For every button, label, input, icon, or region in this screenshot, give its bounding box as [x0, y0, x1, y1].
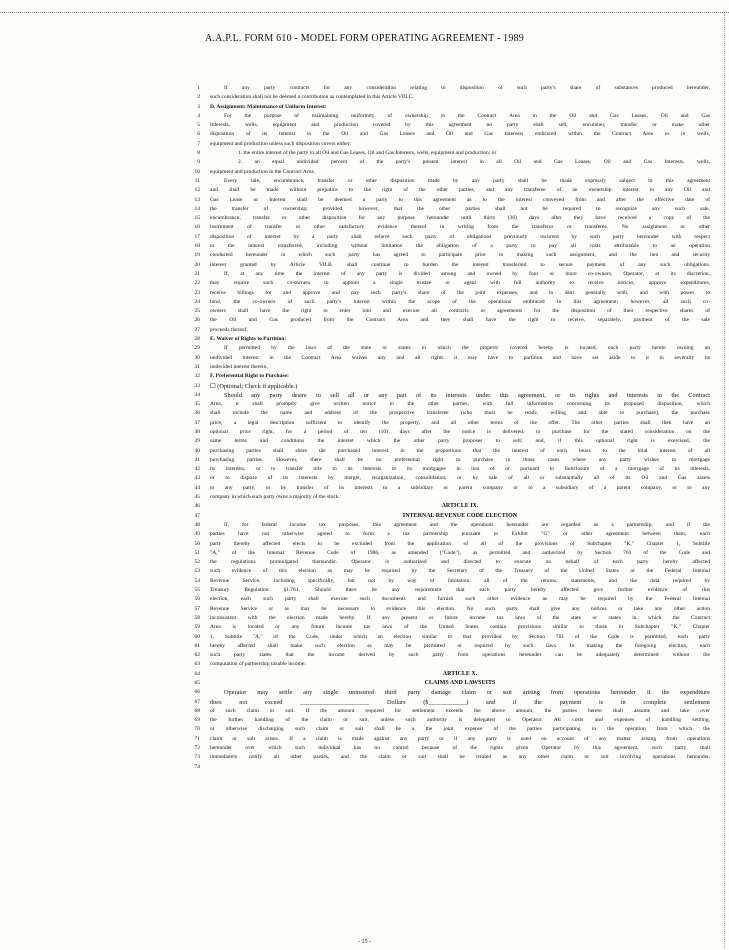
line-number: 14	[194, 205, 200, 212]
document-line	[194, 419, 710, 428]
line-number: 61	[194, 642, 200, 649]
document-line	[194, 670, 710, 679]
document-line	[194, 242, 710, 251]
document-line	[194, 549, 710, 558]
document-line	[194, 502, 710, 511]
line-text: If permitted by the laws of the state or states in which the property covered hereby is located, each party hereto owning an	[224, 345, 710, 352]
line-number: 64	[194, 670, 200, 677]
document-line	[194, 558, 710, 567]
document-line	[194, 688, 710, 697]
line-number: 30	[194, 354, 200, 361]
line-number: 32	[194, 373, 200, 380]
line-number: 57	[194, 605, 200, 612]
line-text: undivided interest in the Contract Area waives any and all rights it may have to partition and have set aside to it in severalty its	[210, 354, 710, 361]
line-number: 2	[197, 94, 200, 101]
line-text: equipment and production unless such disposition covers either:	[210, 140, 351, 147]
document-line	[197, 149, 710, 158]
line-number: 67	[194, 698, 200, 705]
document-line	[194, 196, 710, 205]
line-number: 1	[197, 85, 200, 91]
line-text: computation of partnership taxable income.	[210, 661, 306, 668]
document-line	[194, 633, 710, 642]
document-line	[197, 93, 710, 102]
line-number: 62	[194, 652, 200, 659]
document-line	[194, 400, 710, 409]
line-text: Revenue Service, including specifically, but not by way of limitation, all of the returns, statements, and the data required by	[210, 577, 710, 584]
document-line	[194, 307, 710, 316]
line-text: Treasury Regulation §1.761. Should there be any requirement that each party hereby affected give further evidence of this	[210, 587, 710, 594]
line-text: Should any party desire to sell all or any part of its interests under this agreement, or its rights and interests in the Contract	[224, 391, 710, 399]
line-text: conducted hereunder in which such party has agreed to participate prior to making such assignment, and the lien and security	[210, 252, 710, 259]
line-number: 7	[197, 140, 200, 147]
line-number: 9	[197, 159, 200, 166]
line-text: immediately notify all other parties, and the claim or suit shall be treated as any other claim or suit involving operations hereunder.	[210, 754, 710, 761]
document-line	[194, 428, 710, 437]
line-text: owners shall have the right to enter into and execute all contracts or agreements for the disposition of their respective shares of	[210, 308, 710, 315]
document-line	[194, 595, 710, 604]
line-text: such party states that the income derived by such party from operations hereunder can be adequately determined without the	[210, 652, 710, 659]
line-text: hereunder over which such individual has no control because of the rights given Operator by this agreement, such party shall	[210, 745, 710, 752]
document-line	[194, 493, 710, 502]
line-text: price, a legal description sufficient to identify the property, and all other terms of the offer. The other parties shall then have an	[210, 419, 710, 426]
line-number: 48	[194, 521, 200, 528]
document-line	[194, 567, 710, 576]
line-text: Area, it shall promptly give written notice to the other parties, with full information concerning its proposed disposition, which	[210, 401, 710, 408]
line-number: 3	[197, 103, 200, 110]
document-line	[194, 623, 710, 632]
document-line	[194, 391, 710, 400]
line-number: 46	[194, 503, 200, 510]
document-line	[194, 298, 710, 307]
line-number: 43	[194, 475, 200, 482]
line-number: 41	[194, 456, 200, 463]
line-number: 31	[194, 363, 200, 370]
document-line	[197, 103, 710, 112]
line-text: 1, Subtitle "A," of the Code, under which an election similar to that provided by Section 761 of the Code is permitted, each party	[210, 633, 710, 640]
line-text: shall include the name and address of the prospective transferee (who must be ready, willing and able to purchase), the purchase	[210, 410, 710, 417]
document-line	[197, 84, 710, 93]
line-text: 2. an equal undivided percent of the party's present interest in all Oil and Gas Leases, Oil and Gas Interests, wells,	[238, 159, 710, 166]
line-text: optional prior right, for a period of ten (10) days after the notice is delivered, to purchase for the stated consideration on the	[210, 428, 710, 435]
line-text: parties have not otherwise agreed to form a tax partnership pursuant to Exhibit "G" or other agreement between them, each	[210, 531, 710, 538]
line-number: 20	[194, 261, 200, 268]
line-text: such consideration shall not be deemed a contribution as contemplated in this Article VIII.C.	[210, 94, 414, 101]
line-number: 40	[194, 447, 200, 454]
document-line	[194, 437, 710, 446]
document-line	[194, 530, 710, 539]
document-line	[197, 130, 710, 139]
document-line	[194, 363, 710, 372]
line-number: 51	[194, 549, 200, 556]
line-number: 55	[194, 587, 200, 594]
document-line	[194, 474, 710, 483]
line-text: receive billings for and approve and pay such party's share of the joint expenses, and to deal generally with, and with power to	[210, 289, 710, 296]
document-line	[194, 354, 710, 363]
line-text: undivided interest therein.	[210, 363, 268, 370]
line-number: 39	[194, 438, 200, 445]
document-line	[194, 233, 710, 242]
document-line	[194, 335, 710, 344]
document-line	[194, 261, 710, 270]
line-number: 34	[194, 391, 200, 398]
line-text: company in which such party owns a majority of the stock.	[210, 494, 340, 501]
line-number: 36	[194, 410, 200, 417]
line-text: disposition of interest by a party shall relieve such party of obligations previously incurred by such party hereunder with respect	[210, 233, 710, 240]
line-text: does not exceed ______________________ Dollars ($____________) and if the payment is in complete settlement	[210, 698, 710, 706]
line-number: 25	[194, 308, 200, 315]
document-title: A.A.P.L. FORM 610 - MODEL FORM OPERATING AGREEMENT - 1989	[205, 33, 524, 44]
line-number: 18	[194, 243, 200, 250]
line-number: 12	[194, 187, 200, 194]
line-number: 71	[194, 735, 200, 742]
line-number: 42	[194, 466, 200, 473]
line-text: instrument of transfer or other satisfactory evidence thereof in writing from the transferor or transferee. No assignment or other	[210, 224, 710, 231]
line-number: 4	[197, 112, 200, 119]
line-text: bind, the co-owners of such party's interest within the scope of the operations embraced in this agreement; however, all such co-	[210, 298, 710, 305]
document-line	[194, 651, 710, 660]
line-text: If, for federal income tax purposes, this agreement and the operations hereunder are regarded as a partnership, and if the	[224, 521, 710, 528]
scan-right-edge	[724, 14, 725, 948]
line-number: 10	[194, 168, 200, 175]
line-number: 6	[197, 131, 200, 138]
line-number: 24	[194, 298, 200, 305]
document-line	[194, 716, 710, 725]
line-text: purchasing parties shall share the purchased interest in the proportions that the interest of each bears to the total interest of all	[210, 447, 710, 454]
line-number: 17	[194, 233, 200, 240]
line-text: Gas Lease or Interest shall be deemed a party to this agreement as to the interest conveyed from and after the effective date of	[210, 196, 710, 203]
line-text: the further handling of the claim or suit, unless such authority is delegated to Operator. All costs and expenses of handling settling,	[210, 717, 710, 724]
line-number: 68	[194, 707, 200, 714]
document-line	[194, 679, 710, 688]
line-text: D. Assignment; Maintenance of Uniform Interest:	[210, 103, 327, 110]
line-number: 63	[194, 661, 200, 668]
document-line	[194, 763, 710, 772]
line-text: purchasing parties. However, there shall be no preferential right to purchase in those cases where any party wishes to mortgage	[210, 456, 710, 463]
document-line	[194, 177, 710, 186]
line-number: 56	[194, 596, 200, 603]
document-line	[194, 270, 710, 279]
line-text: If, at any time the interest of any party is divided among and owned by four or more co-owners, Operator, at its discretion,	[224, 270, 710, 277]
document-body	[194, 84, 710, 772]
line-text: such evidence of this election as may be required by the Secretary of the Treasury of the United States or the Federal Internal	[210, 568, 710, 575]
document-line	[197, 158, 710, 167]
line-text: If any party contracts for any consideration relating to disposition of such party's share of substances produced hereunder,	[224, 85, 710, 91]
line-number: 22	[194, 280, 200, 287]
document-line	[194, 372, 710, 381]
line-number: 35	[194, 401, 200, 408]
line-number: 13	[194, 196, 200, 203]
line-text: "A," of the Internal Revenue Code of 1986, as amended ("Code"), as permitted and authorized by Section 761 of the Code and	[210, 549, 710, 556]
line-text: or to dispose of its interests by merger, reorganization, consolidation, or by sale of all or substantially all of its Oil and Gas assets	[210, 475, 710, 482]
line-text: F. Preferential Right to Purchase:	[210, 373, 289, 380]
line-text: to the interest transferred, including without limitation the obligation of a party to pay all costs attributable to an operation	[210, 243, 710, 250]
line-text: the regulations promulgated thereunder. Operator is authorized and directed to execute on behalf of each party hereby affected	[210, 559, 710, 566]
line-number: 26	[194, 317, 200, 324]
line-number: 37	[194, 419, 200, 426]
line-number: 16	[194, 224, 200, 231]
document-line	[194, 168, 710, 177]
line-text: inconsistent with the election made hereby. If any present or future income tax laws of the state or states in which the Contract	[210, 614, 710, 621]
line-number: 5	[197, 122, 200, 129]
line-number: 58	[194, 614, 200, 621]
line-text: its interests, or to transfer title to its interests to its mortgagee in lieu of or pursuant to foreclosure of a mortgage of its interests,	[210, 466, 710, 473]
line-text: ARTICLE X.	[442, 670, 478, 677]
line-number: 38	[194, 428, 200, 435]
line-number: 49	[194, 531, 200, 538]
line-text: INTERNAL REVENUE CODE ELECTION	[402, 512, 518, 519]
line-text: CLAIMS AND LAWSUITS	[424, 680, 496, 686]
line-text: proceeds thereof.	[210, 326, 248, 333]
line-number: 65	[194, 680, 200, 686]
line-text: to any party, or by transfer of its interests to a subsidiary or parent company or to a subsidiary of a parent company, or to any	[210, 484, 710, 491]
line-number: 66	[194, 689, 200, 696]
line-number: 72	[194, 745, 200, 752]
line-text: of such claim or suit. If the amount required for settlement exceeds the above amount, the parties hereto shall assume and take over	[210, 707, 710, 714]
line-number: 29	[194, 345, 200, 352]
line-text: ☐ (Optional; Check if applicable.)	[210, 382, 298, 390]
line-text: ARTICLE IX.	[441, 503, 479, 510]
line-text: or otherwise discharging such claim or suit shall be a the joint expense of the parties participating in the operation from which the	[210, 726, 710, 733]
document-line	[194, 577, 710, 586]
document-line	[194, 725, 710, 734]
line-number: 33	[194, 382, 200, 389]
document-line	[194, 223, 710, 232]
document-line	[197, 121, 710, 130]
line-number: 53	[194, 568, 200, 575]
line-text: Every sale, encumbrance, transfer or other disposition made by any party shall be made expressly subject to this agreement	[224, 177, 710, 184]
document-line	[194, 642, 710, 651]
document-line	[194, 289, 710, 298]
line-number: 8	[197, 150, 200, 157]
document-line	[194, 214, 710, 223]
document-line	[194, 586, 710, 595]
line-number: 59	[194, 624, 200, 631]
document-line	[194, 744, 710, 753]
document-line	[194, 707, 710, 716]
line-text: disposition of its interest in the Oil and Gas Leases and Oil and Gas Interests embraced within the Contract Area or in wells,	[210, 131, 710, 138]
line-text: hereby affected shall make such election as may be permitted or required by such laws. In making the foregoing election, each	[210, 642, 710, 649]
line-number: 70	[194, 726, 200, 733]
document-line	[194, 344, 710, 353]
line-number: 47	[194, 512, 200, 519]
line-number: 50	[194, 540, 200, 547]
line-number: 74	[194, 763, 200, 770]
line-text: Interests, wells, equipment and production covered by this agreement no party shall sell, encumber, transfer or make other	[210, 122, 710, 129]
line-text: the Oil and Gas produced from the Contract Area and they shall have the right to receive, separately, payment of the sale	[210, 317, 710, 324]
line-number: 45	[194, 494, 200, 501]
line-number: 19	[194, 252, 200, 259]
document-line	[194, 326, 710, 335]
document-line	[194, 382, 710, 391]
line-text: Revenue Service or as may be necessary to evidence this election. No such party shall give any notices or take any other action	[210, 605, 710, 612]
document-line	[194, 316, 710, 325]
document-line	[194, 409, 710, 418]
line-text: claim or suit arises. If a claim is made against any party or if any party is sued on account of any matter arising from operations	[210, 735, 710, 742]
line-text: same terms and conditions the interest which the other party proposes to sell; and, if this optional right is exercised, the	[210, 438, 710, 445]
line-number: 60	[194, 633, 200, 640]
line-text: may require such co-owners to appoint a single trustee or agent with full authority to receive notices, approve expenditures,	[210, 280, 710, 287]
document-line	[194, 447, 710, 456]
line-number: 15	[194, 215, 200, 222]
line-text: equipment and production in the Contract Area.	[210, 168, 315, 175]
document-line	[194, 205, 710, 214]
line-text: party thereby affected elects to be excluded from the application of all of the provisions of Subchapter "K," Chapter 1, Subtitle	[210, 540, 710, 547]
line-number: 23	[194, 289, 200, 296]
document-line	[194, 698, 710, 707]
document-line	[194, 614, 710, 623]
document-line	[194, 660, 710, 669]
line-number: 11	[194, 177, 200, 184]
line-text: For the purpose of maintaining uniformity of ownership in the Contract Area in the Oil and Gas Leases, Oil and Gas	[224, 112, 710, 119]
line-number: 73	[194, 754, 200, 761]
document-line	[194, 540, 710, 549]
document-line	[194, 279, 710, 288]
document-line	[197, 140, 710, 149]
document-line	[194, 186, 710, 195]
line-text: Area is located or any future income tax laws of the United States contain provisions similar to those in Subchapter "K," Chapter	[210, 624, 710, 631]
line-text: 1. the entire interest of the party in all Oil and Gas Leases, Oil and Gas Interests, wells, equipment and production; or	[238, 150, 497, 157]
line-number: 27	[194, 326, 200, 333]
document-line	[194, 512, 710, 521]
document-line	[194, 521, 710, 530]
document-line	[194, 484, 710, 493]
line-text: election, each such party shall execute such documents and furnish such other evidence as may be required by the Federal Internal	[210, 596, 710, 603]
line-text: Operator may settle any single uninsured third party damage claim or suit arising from operations hereunder if the expenditure	[224, 689, 710, 697]
document-line	[194, 753, 710, 762]
line-number: 69	[194, 717, 200, 724]
line-text: and shall be made without prejudice to the right of the other parties, and any transferee of an ownership interest in any Oil and	[210, 187, 710, 194]
line-number: 28	[194, 336, 200, 343]
document-line	[194, 605, 710, 614]
line-number: 44	[194, 484, 200, 491]
document-line	[194, 465, 710, 474]
page-number: - 15 -	[358, 939, 371, 945]
line-number: 21	[194, 270, 200, 277]
line-text: encumbrance, transfer or other disposition for any purpose hereunder until thirty (30) days after they have received a copy of the	[210, 215, 710, 222]
document-line	[194, 456, 710, 465]
line-text: interest granted by Article VII.B. shall continue to burden the interest transferred to secure payment of any such obligations.	[210, 261, 710, 268]
line-number: 52	[194, 559, 200, 566]
line-text: the transfer of ownership; provided, however, that the other parties shall not be required to recognize any such sale,	[210, 205, 710, 212]
document-line	[194, 251, 710, 260]
document-line	[194, 735, 710, 744]
line-number: 54	[194, 577, 200, 584]
line-text: E. Waiver of Rights to Partition:	[210, 336, 287, 343]
document-line	[197, 112, 710, 121]
scan-top-edge	[0, 12, 729, 13]
